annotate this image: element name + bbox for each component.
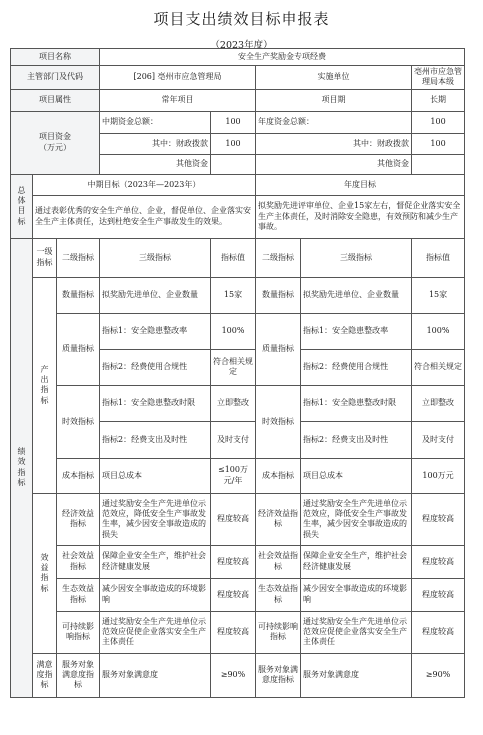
- year-fiscal-label: 其中：财政拨款: [256, 133, 412, 154]
- goals-text-row: [11, 195, 465, 238]
- level1-header: 一级 指标: [33, 238, 57, 277]
- level3-cell-right: 项目总成本: [301, 458, 412, 493]
- project-period-value: 长期: [412, 89, 465, 111]
- level2-cell-right: 社会效益指标: [256, 545, 301, 578]
- indicator-row: [11, 277, 465, 313]
- level2-cell-right: 成本指标: [256, 458, 301, 493]
- project-attribute-row: [11, 89, 465, 111]
- year-total-value: 100: [412, 111, 465, 133]
- level2-cell: 可持续影响指标: [57, 611, 100, 653]
- level3-cell-right: 指标2：经费支出及时性: [301, 421, 412, 458]
- value-cell-right: 及时支付: [412, 421, 465, 458]
- level2-header-right: 二级指标: [256, 238, 301, 277]
- level3-cell-right: 服务对象满意度: [301, 653, 412, 697]
- level2-cell-right: 质量指标: [256, 313, 301, 385]
- level3-cell-right: 通过奖励安全生产先进单位示范效应，降低安全生产事故发生率，减少因安全事故造成的损失: [301, 493, 412, 545]
- value-cell: 100%: [211, 313, 256, 349]
- level2-cell: 数量指标: [57, 277, 100, 313]
- level3-cell: 通过奖励安全生产先进单位示范效应促使企业落实安全生产主体责任: [100, 611, 211, 653]
- level3-cell: 保障企业安全生产，维护社会经济健康发展: [100, 545, 211, 578]
- indicator-row: [11, 545, 465, 578]
- level2-cell: 成本指标: [57, 458, 100, 493]
- performance-target-sheet: [10, 48, 464, 698]
- indicator-row: [11, 313, 465, 349]
- value-cell-right: ≥90%: [412, 653, 465, 697]
- project-name-row: [11, 49, 465, 66]
- level2-cell: 服务对象满意度指标: [57, 653, 100, 697]
- performance-target-table: [10, 48, 465, 698]
- year-other-value: [412, 154, 465, 174]
- mid-total-label: 中期资金总额：: [100, 111, 211, 133]
- level2-cell: 质量指标: [57, 313, 100, 385]
- value-cell: 及时支付: [211, 421, 256, 458]
- project-name-value: 安全生产奖励金专项经费: [100, 49, 465, 66]
- indicator-row: [11, 493, 465, 545]
- mid-total-value: 100: [211, 111, 256, 133]
- level2-cell-right: 服务对象满意度指标: [256, 653, 301, 697]
- level3-cell-right: 拟奖励先进单位、企业数量: [301, 277, 412, 313]
- funds-total-row: [11, 111, 465, 133]
- indicator-row: [11, 611, 465, 653]
- value-cell-right: 程度较高: [412, 611, 465, 653]
- mid-goal-text: 通过表彰优秀的安全生产单位、企业，督促单位、企业落实安全生产主体责任，达到杜绝安全生产事故发生的效果。: [33, 195, 256, 238]
- project-attribute-label: 项目属性: [11, 89, 100, 111]
- indicator-header-row: [11, 238, 465, 277]
- level3-cell: 项目总成本: [100, 458, 211, 493]
- level3-cell-right: 通过奖励安全生产先进单位示范效应促使企业落实安全生产主体责任: [301, 611, 412, 653]
- level2-cell-right: 可持续影响指标: [256, 611, 301, 653]
- value-cell-right: 15家: [412, 277, 465, 313]
- level2-cell: 社会效益指标: [57, 545, 100, 578]
- value-cell-right: 程度较高: [412, 493, 465, 545]
- level3-header: 三级指标: [100, 238, 211, 277]
- implementing-unit-label: 实施单位: [256, 66, 412, 90]
- value-cell: 程度较高: [211, 493, 256, 545]
- form-title: 项目支出绩效目标申报表: [153, 10, 330, 28]
- level3-cell-right: 指标1：安全隐患整改率: [301, 313, 412, 349]
- level3-cell: 指标1：安全隐患整改率: [100, 313, 211, 349]
- level3-cell-right: 指标1：安全隐患整改时限: [301, 385, 412, 421]
- level2-cell-right: 数量指标: [256, 277, 301, 313]
- goals-header-row: [11, 174, 465, 195]
- output-indicators-label: 产 出 指 标: [33, 277, 57, 493]
- mid-other-value: [211, 154, 256, 174]
- mid-fiscal-value: 100: [211, 133, 256, 154]
- level2-cell: 时效指标: [57, 385, 100, 458]
- level3-cell: 指标1：安全隐患整改时限: [100, 385, 211, 421]
- performance-indicators-label: 绩 效 指 标: [11, 238, 33, 697]
- level2-header: 二级指标: [57, 238, 100, 277]
- level3-cell: 指标2：经费支出及时性: [100, 421, 211, 458]
- project-name-label: 项目名称: [11, 49, 100, 66]
- value-cell-right: 程度较高: [412, 578, 465, 611]
- value-cell: 15家: [211, 277, 256, 313]
- value-header-right: 指标值: [412, 238, 465, 277]
- level3-cell: 减少因安全事故造成的环境影响: [100, 578, 211, 611]
- level3-cell-right: 保障企业安全生产，维护社会经济健康发展: [301, 545, 412, 578]
- indicator-row: [11, 653, 465, 697]
- mid-fiscal-label: 其中：财政拨款: [100, 133, 211, 154]
- department-value: [206] 亳州市应急管理局: [100, 66, 256, 90]
- department-label: 主管部门及代码: [11, 66, 100, 90]
- level3-cell-right: 减少因安全事故造成的环境影响: [301, 578, 412, 611]
- year-goal-text: 拟奖励先进评审单位、企业15家左右，督促企业落实安全生产主体责任，及时消除安全隐患，有效预防和减少生产事故。: [256, 195, 465, 238]
- project-attribute-value: 常年项目: [100, 89, 256, 111]
- value-cell-right: 程度较高: [412, 545, 465, 578]
- benefit-indicators-label: 效 益 指 标: [33, 493, 57, 653]
- value-cell: 程度较高: [211, 545, 256, 578]
- level2-cell-right: 时效指标: [256, 385, 301, 458]
- project-period-label: 项目期: [256, 89, 412, 111]
- value-cell-right: 100万元: [412, 458, 465, 493]
- level2-cell: 生态效益指标: [57, 578, 100, 611]
- value-header: 指标值: [211, 238, 256, 277]
- value-cell: 符合相关规定: [211, 349, 256, 385]
- year-total-label: 年度资金总额：: [256, 111, 412, 133]
- satisfaction-indicators-label: 满意 度指 标: [33, 653, 57, 697]
- level3-header-right: 三级指标: [301, 238, 412, 277]
- department-row: [11, 66, 465, 90]
- value-cell-right: 符合相关规定: [412, 349, 465, 385]
- value-cell: 程度较高: [211, 611, 256, 653]
- level3-cell: 服务对象满意度: [100, 653, 211, 697]
- level3-cell: 通过奖励安全生产先进单位示范效应，降低安全生产事故发生率，减少因安全事故造成的损失: [100, 493, 211, 545]
- level2-cell-right: 生态效益指标: [256, 578, 301, 611]
- value-cell: 立即整改: [211, 385, 256, 421]
- indicator-row: [11, 385, 465, 421]
- value-cell: ≤100万元/年: [211, 458, 256, 493]
- level3-cell: 拟奖励先进单位、企业数量: [100, 277, 211, 313]
- level3-cell-right: 指标2：经费使用合规性: [301, 349, 412, 385]
- level2-cell: 经济效益指标: [57, 493, 100, 545]
- mid-goal-header: 中期目标（2023年—2023年）: [33, 174, 256, 195]
- form-year: （2023年度）: [210, 40, 273, 51]
- level2-cell-right: 经济效益指标: [256, 493, 301, 545]
- project-funds-label: 项目资金 （万元）: [11, 111, 100, 174]
- value-cell: 程度较高: [211, 578, 256, 611]
- indicator-row: [11, 578, 465, 611]
- overall-goals-label: 总 体 目 标: [11, 174, 33, 238]
- mid-other-label: 其他资金: [100, 154, 211, 174]
- implementing-unit-value: 亳州市应急管理局本级: [412, 66, 465, 90]
- value-cell: ≥90%: [211, 653, 256, 697]
- value-cell-right: 100%: [412, 313, 465, 349]
- year-fiscal-value: 100: [412, 133, 465, 154]
- level3-cell: 指标2：经费使用合规性: [100, 349, 211, 385]
- year-other-label: 其他资金: [256, 154, 412, 174]
- year-goal-header: 年度目标: [256, 174, 465, 195]
- indicator-row: [11, 458, 465, 493]
- value-cell-right: 立即整改: [412, 385, 465, 421]
